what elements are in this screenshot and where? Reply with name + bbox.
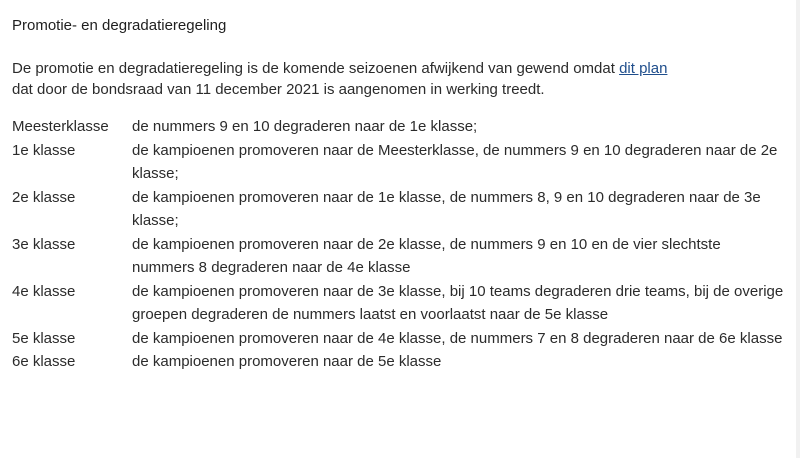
- klasse-label: 1e klasse: [12, 141, 76, 159]
- regulation-row-6e-klasse: [12, 350, 792, 374]
- intro-paragraph: [12, 58, 672, 100]
- klasse-label: 2e klasse: [12, 188, 76, 206]
- regulation-row-2e-klasse: [12, 186, 792, 233]
- regulation-row-4e-klasse: [12, 280, 792, 327]
- klasse-label: 5e klasse: [12, 329, 76, 347]
- klasse-rule-text: de kampioenen promoveren naar de 5e klasse: [132, 353, 442, 370]
- regulation-row-1e-klasse: [12, 139, 792, 186]
- klasse-rule-text: de kampioenen promoveren naar de 2e klasse, de nummers 9 en 10 en de vier slechtste nummers 8 degraderen naar de 4e klasse: [132, 235, 721, 276]
- article-content: [12, 14, 792, 374]
- klasse-rule-text: de nummers 9 en 10 degraderen naar de 1e klasse;: [132, 118, 478, 135]
- klasse-rule-text: de kampioenen promoveren naar de 4e klasse, de nummers 7 en 8 degraderen naar de 6e klasse: [132, 329, 783, 347]
- page-scrollbar[interactable]: [796, 0, 800, 458]
- klasse-label: 6e klasse: [12, 353, 76, 370]
- regulation-row-5e-klasse: [12, 327, 792, 351]
- intro-text-after-link: dat door de bondsraad van 11 december 2021 is aangenomen in werking treedt.: [12, 81, 545, 98]
- intro-text-before-link: De promotie en degradatieregeling is de komende seizoenen afwijkend van gewend omdat: [12, 60, 620, 77]
- klasse-rule-text: de kampioenen promoveren naar de 1e klasse, de nummers 8, 9 en 10 degraderen naar de 3e klasse;: [132, 188, 761, 229]
- klasse-rule-text: de kampioenen promoveren naar de Meesterklasse, de nummers 9 en 10 degraderen naar de 2e klasse;: [132, 141, 778, 182]
- regulation-row-3e-klasse: [12, 233, 792, 280]
- klasse-rule-text: de kampioenen promoveren naar de 3e klasse, bij 10 teams degraderen drie teams, bij de overige groepen degraderen de nummers laatst en voorlaatst naar de 5e klasse: [132, 282, 784, 323]
- klasse-label: 4e klasse: [12, 282, 76, 300]
- klasse-label: Meesterklasse: [12, 118, 109, 135]
- regulation-list: [12, 115, 792, 374]
- klasse-label: 3e klasse: [12, 235, 76, 253]
- section-heading: Promotie- en degradatieregeling: [12, 17, 227, 34]
- plan-link[interactable]: dit plan: [619, 60, 668, 77]
- regulation-row-meesterklasse: [12, 115, 792, 139]
